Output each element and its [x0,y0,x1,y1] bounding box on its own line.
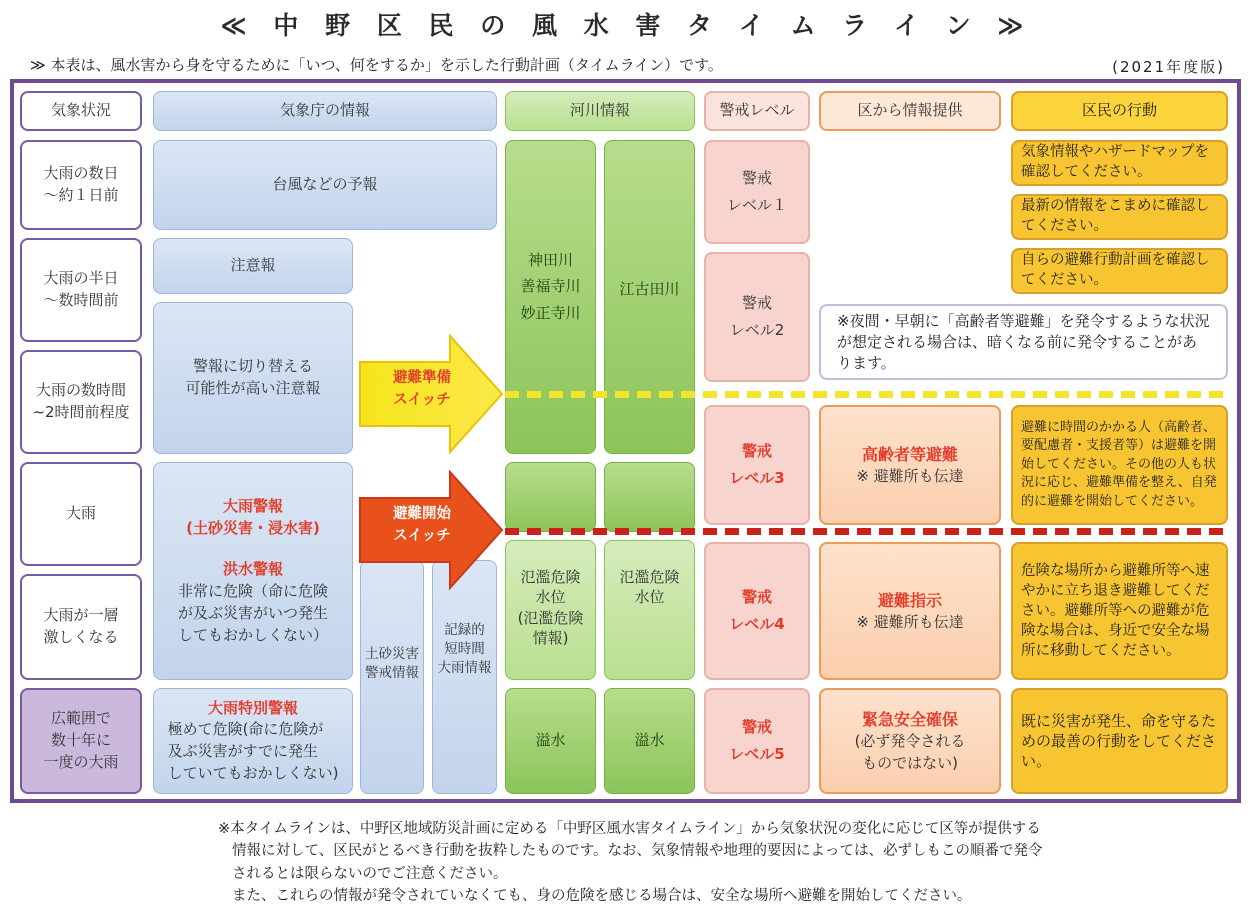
record-rain-info: 記録的 短時間 大雨情報 [432,560,497,794]
jma-typhoon-forecast: 台風などの予報 [153,140,497,230]
weather-row-3: 大雨の数時間 ~2時間前程度 [20,350,142,454]
river-kanda-group: 神田川 善福寺川 妙正寺川 [505,140,596,454]
jma-special-warning-block [153,688,353,794]
action-1: 気象情報やハザードマップを確認してください。 [1011,140,1228,186]
ward-evac-order-block [819,542,1001,680]
jma-warnings-block [153,462,353,680]
river-b-mid [604,462,695,532]
page-title: ≪ 中 野 区 民 の 風 水 害 タ イ ム ラ イ ン ≫ [220,11,1033,40]
action-4: 避難に時間のかかる人（高齢者、要配慮者・支援者等）は避難を開始してください。その他の人も状況に応じ、避難準備を整え、自発的に避難を開始してください。 [1011,405,1228,525]
start-switch-line [505,528,1228,535]
action-6: 既に災害が発生、命を守るための最善の行動をしてください。 [1011,688,1228,794]
ward-night-note: ※夜間・早朝に「高齢者等避難」を発令するような状況が想定される場合は、暗くなる前に発令することがあります。 [819,304,1228,380]
page-subtitle: ≫ 本表は、風水害から身を守るために「いつ、何をするか」を示した行動計画（タイムライン）です。 [30,56,723,74]
weather-row-1: 大雨の数日 ～約１日前 [20,140,142,230]
weather-row-4: 大雨 [20,462,142,566]
header-ward: 区から情報提供 [819,91,1001,131]
jma-advisory-to-warning: 警報に切り替える 可能性が高い注意報 [153,302,353,454]
special-warning: 大雨特別警報 [207,698,298,717]
level-5: 警戒 レベル5 [704,688,810,794]
header-action: 区民の行動 [1011,91,1228,131]
river-b-overflow: 溢水 [604,688,695,794]
header-level: 警戒レベル [704,91,810,131]
heavy-rain-warning-sub: (土砂災害・浸水害) [186,518,320,537]
special-warning-desc: 極めて危険(命に危険が 及ぶ災害がすでに発生 していてもおかしくない) [167,720,339,782]
weather-row-5: 大雨が一層 激しくなる [20,574,142,680]
level-4: 警戒 レベル4 [704,542,810,680]
evac-order-title: 避難指示 [877,590,942,610]
footer-line-4: また、これらの情報が発令されていなくても、身の危険を感じる場合は、安全な場所へ避難を開始してください。 [232,888,972,905]
river-a-mid [505,462,596,532]
action-5: 危険な場所から避難所等へ速やかに立ち退き避難してください。避難所等への避難が危険な場合は、身近で安全な場所に移動してください。 [1011,542,1228,680]
footer-line-2: 情報に対して、区民がとるべき行動を抜粋したものです。なお、気象情報や地理的要因によっては、必ずしもこの順番で発令 [232,843,1043,860]
ward-elderly-evac-block [819,405,1001,525]
weather-row-6: 広範囲で 数十年に 一度の大雨 [20,688,142,794]
jma-advisory: 注意報 [153,238,353,294]
emergency-sub: (必ず発令される ものではない) [854,731,966,772]
ward-emergency-block [819,688,1001,794]
weather-row-2: 大雨の半日 ～数時間前 [20,238,142,342]
river-b-danger-level: 氾濫危険 水位 [604,540,695,680]
header-jma: 気象庁の情報 [153,91,497,131]
river-a-overflow: 溢水 [505,688,596,794]
action-3: 自らの避難行動計画を確認してください。 [1011,248,1228,294]
prep-switch-label: 避難準備 スイッチ [393,370,451,408]
level-1: 警戒 レベル１ [704,140,810,244]
footer-notes [218,818,1043,908]
footer-line-3: されるとは限らないのでご注意ください。 [232,865,508,882]
elderly-evac-title: 高齢者等避難 [861,444,958,464]
elderly-evac-sub: ※ 避難所も伝達 [856,466,964,485]
level-3: 警戒 レベル3 [704,405,810,525]
river-a-danger-level: 氾濫危険 水位 (氾濫危険 情報) [505,540,596,680]
emergency-title: 緊急安全確保 [861,709,958,729]
landslide-alert: 土砂災害 警戒情報 [360,560,424,794]
heavy-rain-warning: 大雨警報 [222,496,283,515]
header-weather: 気象状況 [20,91,142,131]
flood-warning-desc: 非常に危険（命に危険 が及ぶ災害がいつ発生 してもおかしくない） [177,582,328,644]
action-2: 最新の情報をこまめに確認してください。 [1011,194,1228,240]
flood-warning: 洪水警報 [222,560,283,579]
level-2: 警戒 レベル2 [704,252,810,382]
evac-order-sub: ※ 避難所も伝達 [856,612,964,631]
footer-line-1: ※本タイムラインは、中野区地域防災計画に定める「中野区風水害タイムライン」から気象状況の変化に応じて区等が提供する [218,821,1041,837]
header-river: 河川情報 [505,91,695,131]
river-egota: 江古田川 [604,140,695,454]
start-switch-label: 避難開始 スイッチ [393,506,451,544]
prep-switch-line [505,391,1228,398]
edition-label: (2021年度版) [1112,58,1225,76]
